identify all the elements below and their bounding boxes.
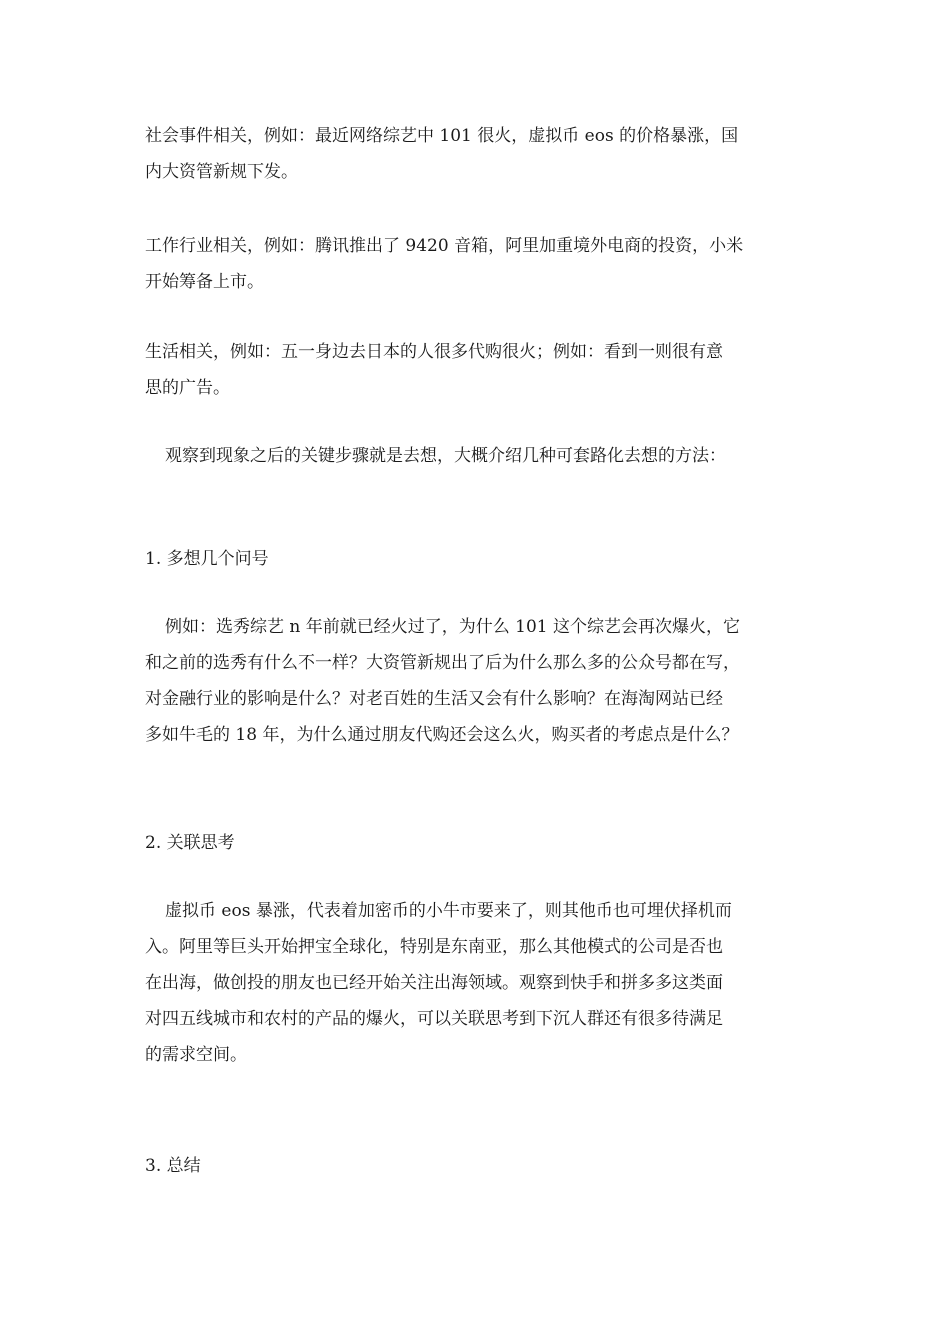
section-heading: 3. 总结 [145, 1156, 201, 1176]
text-line: 在出海，做创投的朋友也已经开始关注出海领域。观察到快手和拼多多这类面 [145, 973, 723, 993]
text-line: 例如：选秀综艺 n 年前就已经火过了，为什么 101 这个综艺会再次爆火，它 [165, 617, 741, 637]
text-line: 内大资管新规下发。 [145, 162, 298, 182]
text-line: 虚拟币 eos 暴涨，代表着加密币的小牛市要来了，则其他币也可埋伏择机而 [165, 901, 732, 921]
text-line: 的需求空间。 [145, 1045, 247, 1065]
text-line: 社会事件相关，例如：最近网络综艺中 101 很火，虚拟币 eos 的价格暴涨，国 [145, 126, 739, 146]
text-line: 多如牛毛的 18 年，为什么通过朋友代购还会这么火，购买者的考虑点是什么？ [145, 725, 739, 745]
text-line: 生活相关，例如：五一身边去日本的人很多代购很火；例如：看到一则很有意 [145, 342, 723, 362]
text-line: 开始筹备上市。 [145, 272, 264, 292]
paragraph-method-intro [145, 438, 815, 474]
section-heading: 1. 多想几个问号 [145, 549, 269, 569]
text-line: 对四五线城市和农村的产品的爆火，可以关联思考到下沉人群还有很多待满足 [145, 1009, 723, 1029]
text-line: 工作行业相关，例如：腾讯推出了 9420 音箱，阿里加重境外电商的投资，小米 [145, 236, 744, 256]
paragraph-association-example [145, 893, 815, 1073]
section-heading-association [145, 825, 815, 861]
paragraph-life [145, 334, 815, 406]
text-line: 观察到现象之后的关键步骤就是去想，大概介绍几种可套路化去想的方法： [165, 446, 726, 466]
text-line: 和之前的选秀有什么不一样？大资管新规出了后为什么那么多的公众号都在写， [145, 653, 740, 673]
text-line: 对金融行业的影响是什么？对老百姓的生活又会有什么影响？在海淘网站已经 [145, 689, 723, 709]
text-line: 思的广告。 [145, 378, 230, 398]
section-heading-questions [145, 541, 815, 577]
paragraph-questions-example [145, 609, 815, 753]
section-heading: 2. 关联思考 [145, 833, 235, 853]
paragraph-work-industry [145, 228, 815, 300]
section-heading-summary [145, 1148, 815, 1184]
text-line: 入。阿里等巨头开始押宝全球化，特别是东南亚，那么其他模式的公司是否也 [145, 937, 723, 957]
paragraph-social-events [145, 118, 815, 190]
